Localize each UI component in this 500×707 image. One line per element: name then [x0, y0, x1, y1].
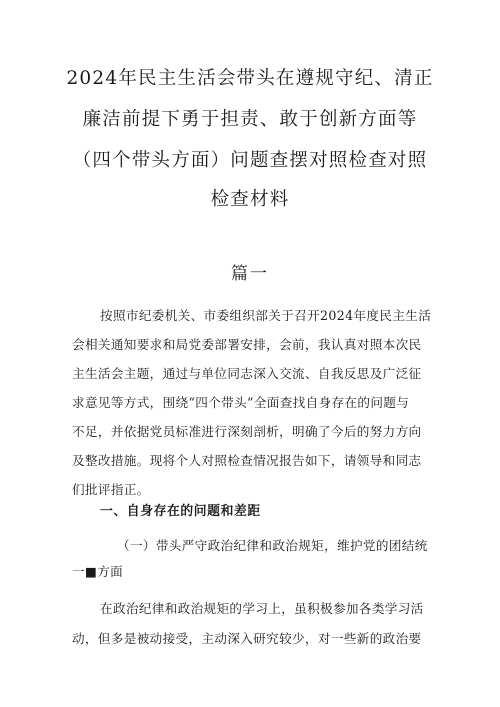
intro-line-4: 求意见等方式，围绕“四个带头”全面查找自身存在的问题与 [72, 395, 410, 410]
document-title-line-2: 廉洁前提下勇于担责、敢于创新方面等 [82, 109, 418, 130]
intro-line-7: 们批评指正。 [72, 482, 150, 497]
document-title-line-3: （四个带头方面）问题查摆对照检查对照 [72, 150, 428, 171]
chapter-heading: 篇一 [231, 264, 269, 284]
intro-line-3: 主生活会主题，通过与单位同志深入交流、自我反思及广泛征 [72, 366, 422, 381]
intro-line-2: 会相关通知要求和局党委部署安排，会前，我认真对照本次民 [72, 337, 422, 352]
intro-line-6: 及整改措施。现将个人对照检查情况报告如下，请领导和同志 [72, 453, 422, 468]
subsection-line-1: （一）带头严守政治纪律和政治规矩，维护党的团结统 [117, 538, 428, 553]
body-line-2: 动，但多是被动接受，主动深入研究较少，对一些新的政治要 [72, 631, 422, 646]
intro-line-5: 不足，并依据党员标准进行深刻剖析，明确了今后的努力方向 [72, 424, 422, 439]
body-line-1: 在政治纪律和政治规矩的学习上，虽积极参加各类学习活 [100, 601, 424, 616]
document-title-line-1: 2024年民主生活会带头在遵规守纪、清正 [66, 68, 434, 89]
document-title-line-4: 检查材料 [210, 189, 290, 210]
intro-line-1: 按照市纪委机关、市委组织部关于召开2024年度民主生活 [100, 308, 432, 323]
section-heading: 一、自身存在的问题和差距 [100, 504, 261, 519]
subsection-line-2: 一■方面 [72, 564, 124, 579]
